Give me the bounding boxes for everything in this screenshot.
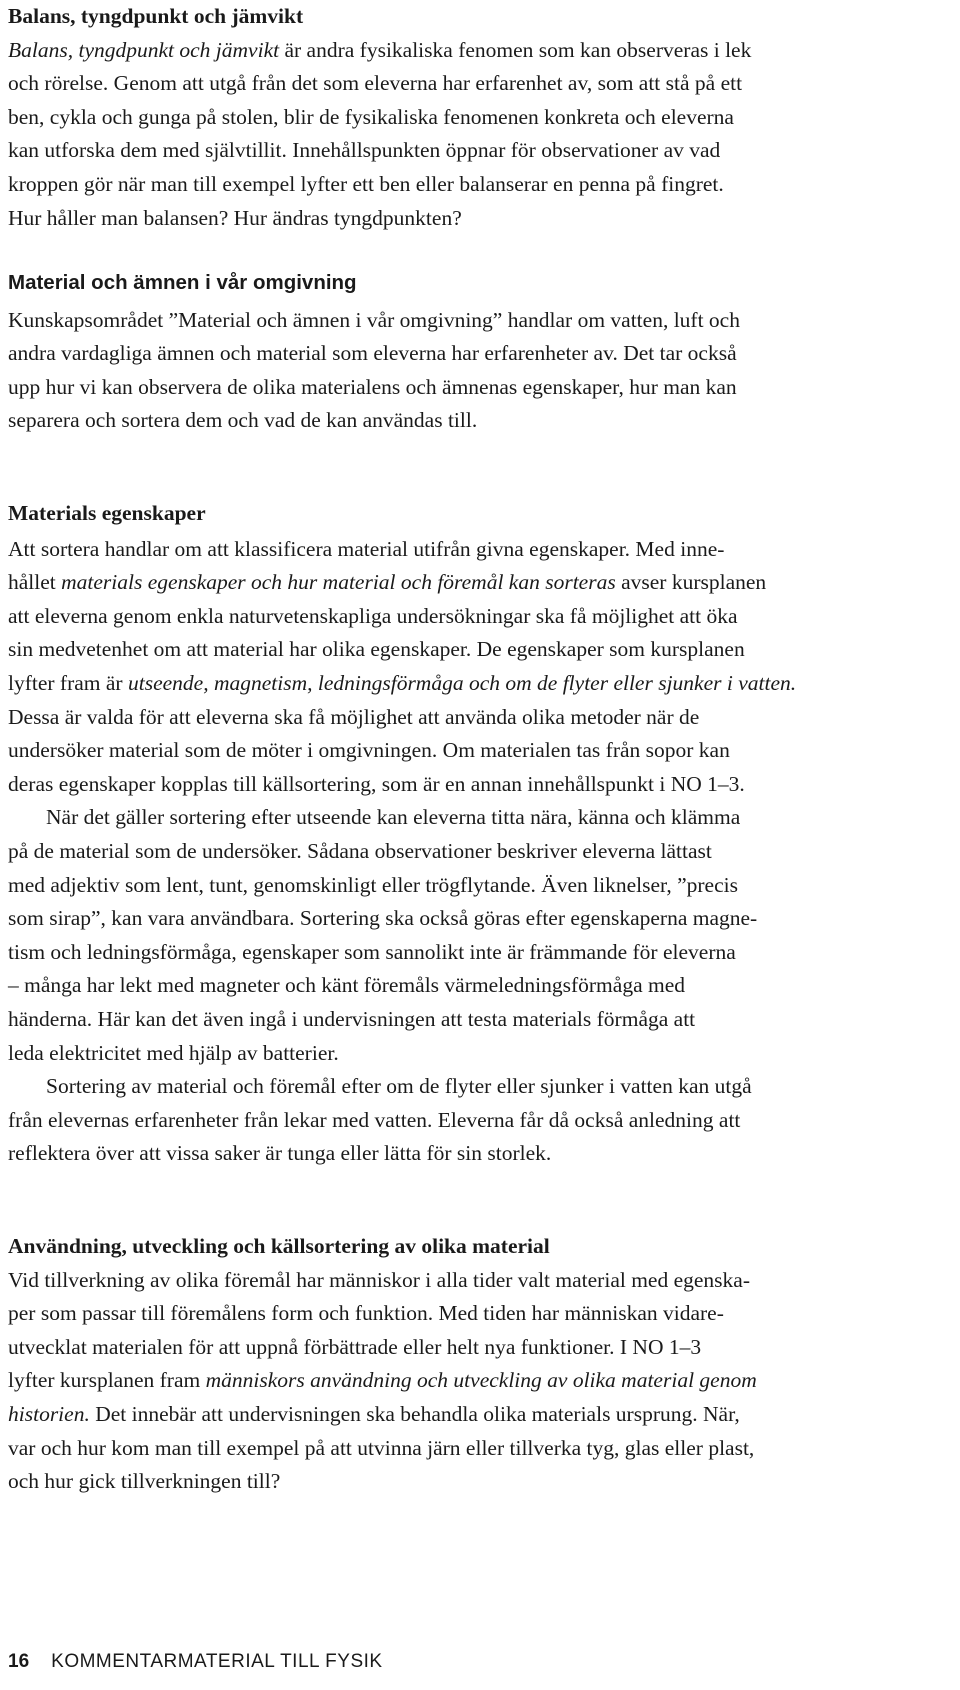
paragraph-properties-2: När det gäller sortering efter utseende kan eleverna titta nära, känna och klämma på de material som de undersöker. Sådana observationer beskriver eleverna lättast med adjektiv som lent, tunt, genomskinligt eller trögflytande. Även liknelser, ”precis som sirap”, kan vara användbara. Sortering ska också göras efter egenskaperna magne- tism och ledningsförmåga, egenskaper som sannolikt inte är främmande för eleverna – många har lekt med magneter och känt föremåls värmeledningsförmåga med händerna. Här kan det även ingå i undervisningen att testa materials förmåga att leda elektricitet med hjälp av batterier. — [8, 805, 758, 1065]
heading-usage-development: Användning, utveckling och källsortering av olika material — [8, 1234, 550, 1258]
paragraph-properties-3: Sortering av material och föremål efter om de flyter eller sjunker i vatten kan utgå från elevernas erfarenheter från lekar med vatten. Eleverna får då också anledning att reflektera över att vissa saker är tunga eller lätta för sin storlek. — [8, 1074, 752, 1166]
heading-balance: Balans, tyngdpunkt och jämvikt — [8, 4, 304, 28]
section-balance — [8, 0, 952, 235]
paragraph-materials-substances: Kunskapsområdet ”Material och ämnen i vår omgivning” handlar om vatten, luft och andra vardagliga ämnen och material som eleverna har erfarenheter av. Det tar också upp hur vi kan observera de olika materialens och ämnenas egenskaper, hur man kan separera och sortera dem och vad de kan användas till. — [8, 307, 740, 433]
italic-phrase: Balans, tyngdpunkt och jämvikt — [8, 37, 280, 62]
page-footer — [8, 1650, 383, 1674]
paragraph-usage-development: Vid tillverkning av olika föremål har människor i alla tider valt material med egenska- per som passar till föremålens form och funktion. Med tiden har människan vidare- utvecklat materialen för att uppnå förbättrade eller helt nya funktioner. I NO 1–3 lyfter kursplanen fram människors användning och utveckling av olika material genom historien. Det innebär att undervisningen ska behandla olika materials ursprung. När, var och hur kom man till exempel på att utvinna järn eller tillverka tyg, glas eller plast, och hur gick tillverkningen till? — [8, 1267, 757, 1494]
section-materials-substances — [8, 266, 952, 438]
footer-title: KOMMENTARMATERIAL TILL FYSIK — [51, 1651, 383, 1672]
page-number: 16 — [8, 1651, 30, 1672]
heading-materials-substances: Material och ämnen i vår omgivning — [8, 271, 357, 294]
section-usage-development — [8, 1230, 952, 1499]
paragraph-balance: Balans, tyngdpunkt och jämvikt är andra fysikaliska fenomen som kan observeras i lek och rörelse. Genom att utgå från det som eleverna har erfarenhet av, som att stå på ett ben, cykla och gunga på stolen, blir de fysikaliska fenomenen konkreta och eleverna kan utforska dem med självtillit. Innehållspunkten öppnar för observationer av vad kroppen gör när man till exempel lyfter ett ben eller balanserar en penna på fingret. Hur håller man balansen? Hur ändras tyngdpunkten? — [8, 37, 752, 230]
heading-material-properties: Materials egenskaper — [8, 501, 206, 525]
section-material-properties — [8, 497, 952, 1171]
paragraph-properties-1: Att sortera handlar om att klassificera material utifrån givna egenskaper. Med inne- hållet materials egenskaper och hur material och föremål kan sorteras avser kursplanen att eleverna genom enkla naturvetenskapliga undersökningar ska få möjlighet att öka sin medvetenhet om att material har olika egenskaper. De egenskaper som kursplanen lyfter fram är utseende, magnetism, ledningsförmåga och om de flyter eller sjunker i vatten. Dessa är valda för att eleverna ska få möjlighet att använda olika metoder när de undersöker material som de möter i omgivningen. Om materialen tas från sopor kan deras egenskaper kopplas till källsortering, som är en annan innehållspunkt i NO 1–3. — [8, 536, 797, 796]
